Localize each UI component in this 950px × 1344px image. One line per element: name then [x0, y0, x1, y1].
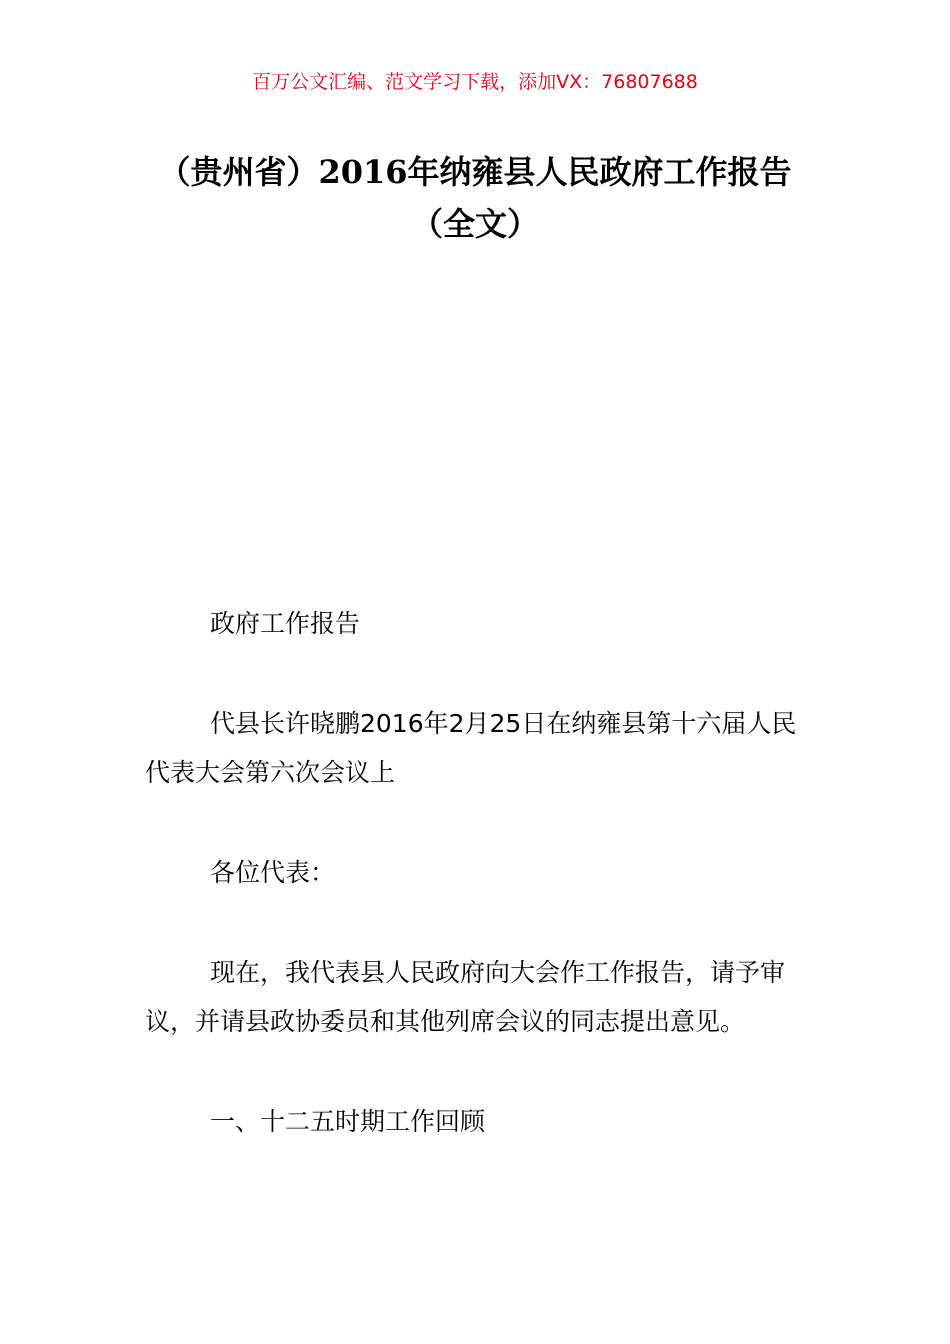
- opening-paragraph: 现在，我代表县人民政府向大会作工作报告，请予审议，并请县政协委员和其他列席会议的同志提出意见。: [145, 958, 786, 1036]
- speaker-line: 代县长许晓鹏2016年2月25日在纳雍县第十六届人民代表大会第六次会议上: [145, 709, 797, 787]
- document-title: （贵州省）2016年纳雍县人民政府工作报告（全文）: [158, 153, 792, 243]
- report-heading: 政府工作报告: [210, 609, 361, 638]
- section-heading: 一、十二五时期工作回顾: [210, 1107, 486, 1136]
- salutation: 各位代表：: [210, 858, 336, 887]
- header-contact-note: 百万公文汇编、范文学习下载，添加VX：76807688: [252, 71, 698, 93]
